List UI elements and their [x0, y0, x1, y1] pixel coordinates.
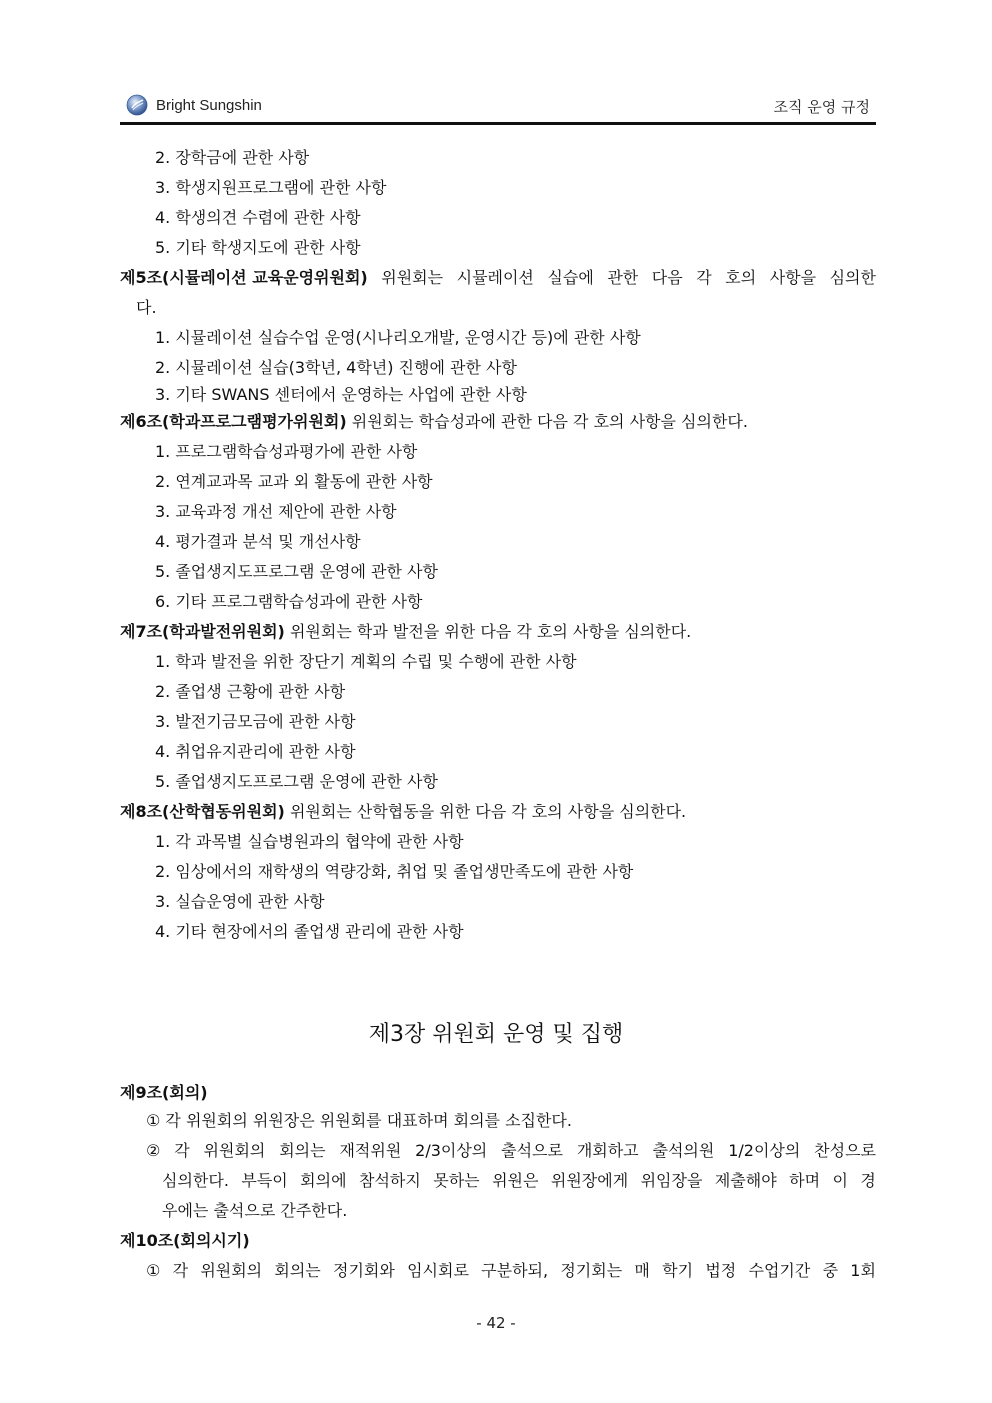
article-heading: 제7조(학과발전위원회): [120, 622, 285, 641]
clause-word: 정기회와: [333, 1261, 395, 1280]
article-word: 위원회는: [381, 268, 444, 287]
clause-word: 학기: [662, 1261, 694, 1280]
clause-word: 2/3이상의: [415, 1141, 488, 1160]
clause-word: 찬성으로: [814, 1141, 876, 1160]
list-item: 2. 장학금에 관한 사항: [155, 148, 310, 167]
clause-word: 회의는: [274, 1261, 321, 1280]
clause-word: 중: [822, 1261, 839, 1280]
clause-word: ②: [146, 1141, 161, 1160]
list-item: 2. 졸업생 근황에 관한 사항: [155, 682, 346, 701]
clause-word: ①: [146, 1261, 161, 1280]
list-item: 1. 프로그램학습성과평가에 관한 사항: [155, 442, 418, 461]
clause-word: 심의한다.: [162, 1171, 229, 1190]
clause-word: 위원은: [492, 1171, 539, 1190]
list-item: 1. 각 과목별 실습병원과의 협약에 관한 사항: [155, 832, 464, 851]
article-word: 심의한: [829, 268, 876, 287]
list-item: 2. 시뮬레이션 실습(3학년, 4학년) 진행에 관한 사항: [155, 358, 517, 377]
list-item: 4. 평가결과 분석 및 개선사항: [155, 532, 361, 551]
article-word: 사항을: [769, 268, 817, 287]
article-heading: 제9조(회의): [120, 1083, 208, 1102]
clause-word: 회의에: [300, 1171, 347, 1190]
article-text: 위원회는 산학협동을 위한 다음 각 호의 사항을 심의한다.: [289, 802, 687, 821]
list-item: 1. 시뮬레이션 실습수업 운영(시나리오개발, 운영시간 등)에 관한 사항: [155, 328, 641, 347]
logo-text: Bright Sungshin: [156, 96, 262, 114]
clause-word: 경: [860, 1171, 876, 1190]
clause-word: 이: [832, 1171, 848, 1190]
clause-justified: [146, 1140, 876, 1162]
sungshin-logo-icon: [126, 94, 148, 116]
clause-word: 못하는: [433, 1171, 480, 1190]
chapter-title: 제3장 위원회 운영 및 집행: [368, 1022, 624, 1047]
clause-word: 위원회의: [203, 1141, 266, 1160]
clause-word: 위원회의: [200, 1261, 263, 1280]
clause-word: 출석으로: [501, 1141, 563, 1160]
list-item: 5. 기타 학생지도에 관한 사항: [155, 238, 361, 257]
clause-word: 출석의원: [652, 1141, 715, 1160]
article-heading: 제8조(산학협동위원회): [120, 802, 285, 821]
article-word: 시뮬레이션: [456, 268, 534, 287]
list-item: 3. 학생지원프로그램에 관한 사항: [155, 178, 387, 197]
article-text: 위원회는 학습성과에 관한 다음 각 호의 사항을 심의한다.: [351, 412, 748, 431]
clause-word: 정기회는: [560, 1261, 623, 1280]
clause-word: 수업기간: [748, 1261, 811, 1280]
clause-word: 임시회로: [407, 1261, 469, 1280]
article-word: 호의: [725, 268, 757, 287]
clause-word: 각: [174, 1141, 190, 1160]
list-item: 4. 기타 현장에서의 졸업생 관리에 관한 사항: [155, 922, 464, 941]
article-word: 관한: [607, 268, 639, 287]
clause-word: 1/2이상의: [728, 1141, 801, 1160]
clause-word: 제출해야: [714, 1171, 777, 1190]
university-logo: [126, 94, 262, 116]
article-heading: 제5조(시뮬레이션 교육운영위원회): [120, 268, 368, 287]
clause-word: 개회하고: [576, 1141, 639, 1160]
list-item: 4. 학생의견 수렴에 관한 사항: [155, 208, 361, 227]
article-heading: 제6조(학과프로그램평가위원회): [120, 412, 347, 431]
article-continuation: 다.: [136, 298, 157, 317]
article-8: [120, 801, 686, 823]
clause-justified: [146, 1260, 876, 1282]
clause-word: 참석하지: [358, 1171, 421, 1190]
list-item: 5. 졸업생지도프로그램 운영에 관한 사항: [155, 772, 438, 791]
article-text: 위원회는 학과 발전을 위한 다음 각 호의 사항을 심의한다.: [289, 622, 692, 641]
clause-word: 하며: [789, 1171, 821, 1190]
list-item: 1. 학과 발전을 위한 장단기 계획의 수립 및 수행에 관한 사항: [155, 652, 577, 671]
list-item: 5. 졸업생지도프로그램 운영에 관한 사항: [155, 562, 438, 581]
article-word: 다음: [651, 268, 683, 287]
clause-word: 법정: [705, 1261, 737, 1280]
page-number: - 42 -: [476, 1314, 516, 1332]
clause-word: 회의는: [279, 1141, 326, 1160]
list-item: 6. 기타 프로그램학습성과에 관한 사항: [155, 592, 423, 611]
article-word: 각: [696, 268, 712, 287]
article-word: 실습에: [547, 268, 594, 287]
clause: ① 각 위원회의 위원장은 위원회를 대표하며 회의를 소집한다.: [146, 1111, 572, 1130]
clause-word: 1회: [850, 1261, 876, 1280]
list-item: 2. 임상에서의 재학생의 역량강화, 취업 및 졸업생만족도에 관한 사항: [155, 862, 634, 881]
list-item: 3. 교육과정 개선 제안에 관한 사항: [155, 502, 397, 521]
list-item: 2. 연계교과목 교과 외 활동에 관한 사항: [155, 472, 433, 491]
clause-continuation: 우에는 출석으로 간주한다.: [162, 1201, 348, 1220]
document-title: 조직 운영 규정: [773, 98, 870, 116]
list-item: 3. 실습운영에 관한 사항: [155, 892, 325, 911]
clause-word: 각: [172, 1261, 189, 1280]
list-item: 3. 기타 SWANS 센터에서 운영하는 사업에 관한 사항: [155, 385, 527, 404]
clause-word: 재적위원: [339, 1141, 402, 1160]
article-5: [120, 267, 876, 289]
clause-word: 구분하되,: [481, 1261, 549, 1280]
page-header: [120, 92, 876, 125]
clause-word: 매: [634, 1261, 650, 1280]
clause-word: 위원장에게: [550, 1171, 629, 1190]
clause-word: 부득이: [241, 1171, 288, 1190]
list-item: 4. 취업유지관리에 관한 사항: [155, 742, 356, 761]
clause-word: 위임장을: [640, 1171, 703, 1190]
article-heading: 제10조(회의시기): [120, 1231, 250, 1250]
article-7: [120, 621, 691, 643]
clause-justified: [162, 1170, 876, 1192]
list-item: 3. 발전기금모금에 관한 사항: [155, 712, 356, 731]
article-6: [120, 411, 748, 433]
